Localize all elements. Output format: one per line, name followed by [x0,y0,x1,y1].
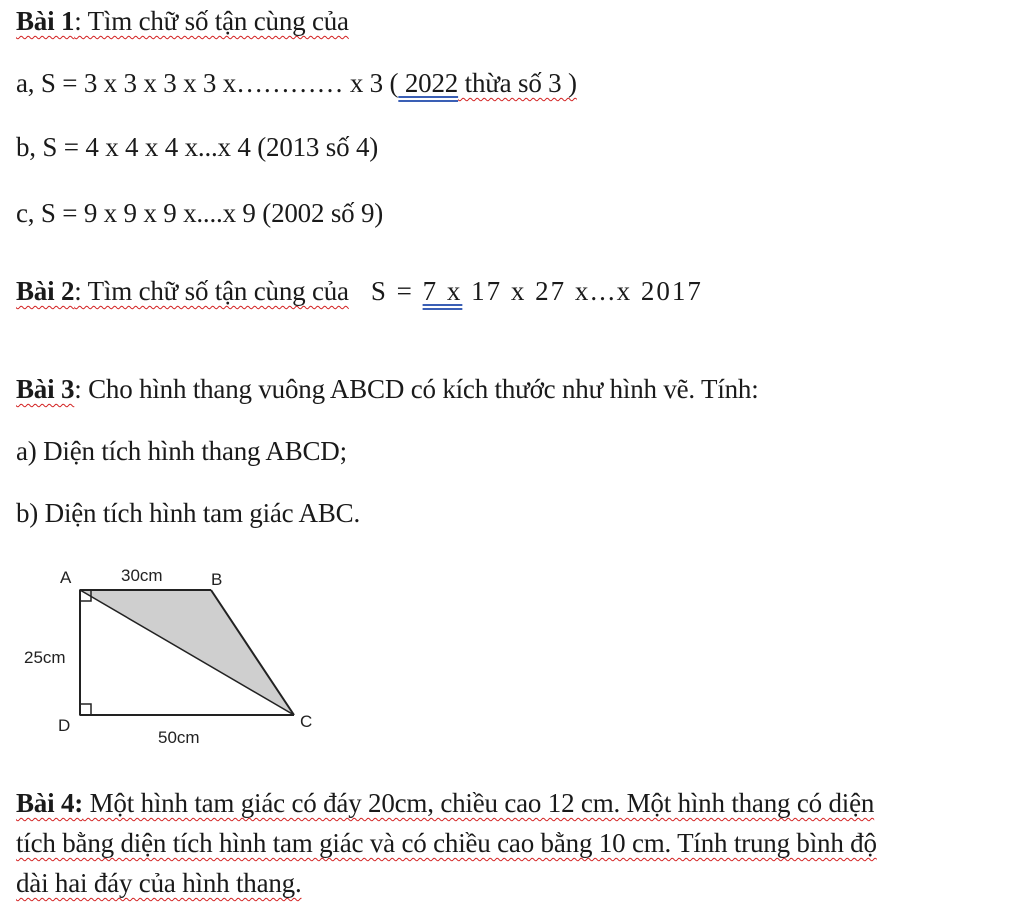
b1-a-count: 2022 [398,68,459,98]
b2-s-prefix: S = [370,276,423,306]
b3-item-b: b) Diện tích hình tam giác ABC. [16,498,360,528]
length-dc-label: 50cm [158,728,200,747]
b4-heading: Bài 4: [16,788,84,818]
b3-heading: Bài 3 [16,374,75,404]
b4-text-2: tích bằng diện tích hình tam giác và có chiều cao bằng 10 cm. Tính trung bình độ [16,828,877,858]
b4-text-1: Một hình tam giác có đáy 20cm, chiều cao 12 cm. Một hình thang có diện [83,788,875,818]
vertex-d-label: D [58,716,71,735]
b3-heading-text: : Cho hình thang vuông ABCD có kích thước như hình vẽ. Tính: [74,374,759,404]
b1-item-a [16,66,577,100]
b1-a-tail: thừa số 3 ) [458,68,577,98]
b2-s-first: 7 x [422,276,463,306]
right-angle-mark-d [80,704,91,715]
length-ad-label: 25cm [24,648,66,667]
vertex-c-label: C [300,712,313,731]
b1-item-c: c, S = 9 x 9 x 9 x....x 9 (2002 số 9) [16,198,384,228]
b3-item-a: a) Diện tích hình thang ABCD; [16,436,347,466]
vertex-a-label: A [60,568,72,587]
b4-line-1 [16,786,874,820]
b1-a-mid: x 3 ( [343,68,399,98]
b1-a-dots: ………… [236,68,344,98]
b2-s-rest: 17 x 27 x...x 2017 [462,276,703,306]
b2-title [16,274,703,308]
b4-line-2 [16,826,877,860]
b1-a-expression: a, S = 3 x 3 x 3 x 3 x [16,68,237,98]
b1-item-b: b, S = 4 x 4 x 4 x...x 4 (2013 số 4) [16,132,379,162]
length-ab-label: 30cm [121,566,163,585]
b2-heading: Bài 2 [16,276,75,306]
b1-heading-text: : Tìm chữ số tận cùng của [74,6,349,36]
b4-line-3 [16,866,302,900]
vertex-b-label: B [211,570,223,589]
b1-title [16,4,349,38]
b2-heading-text: : Tìm chữ số tận cùng của [74,276,349,306]
b4-text-3: dài hai đáy của hình thang. [16,868,302,898]
b1-heading: Bài 1 [16,6,75,36]
trapezoid-figure [18,555,338,760]
b3-title [16,372,759,406]
